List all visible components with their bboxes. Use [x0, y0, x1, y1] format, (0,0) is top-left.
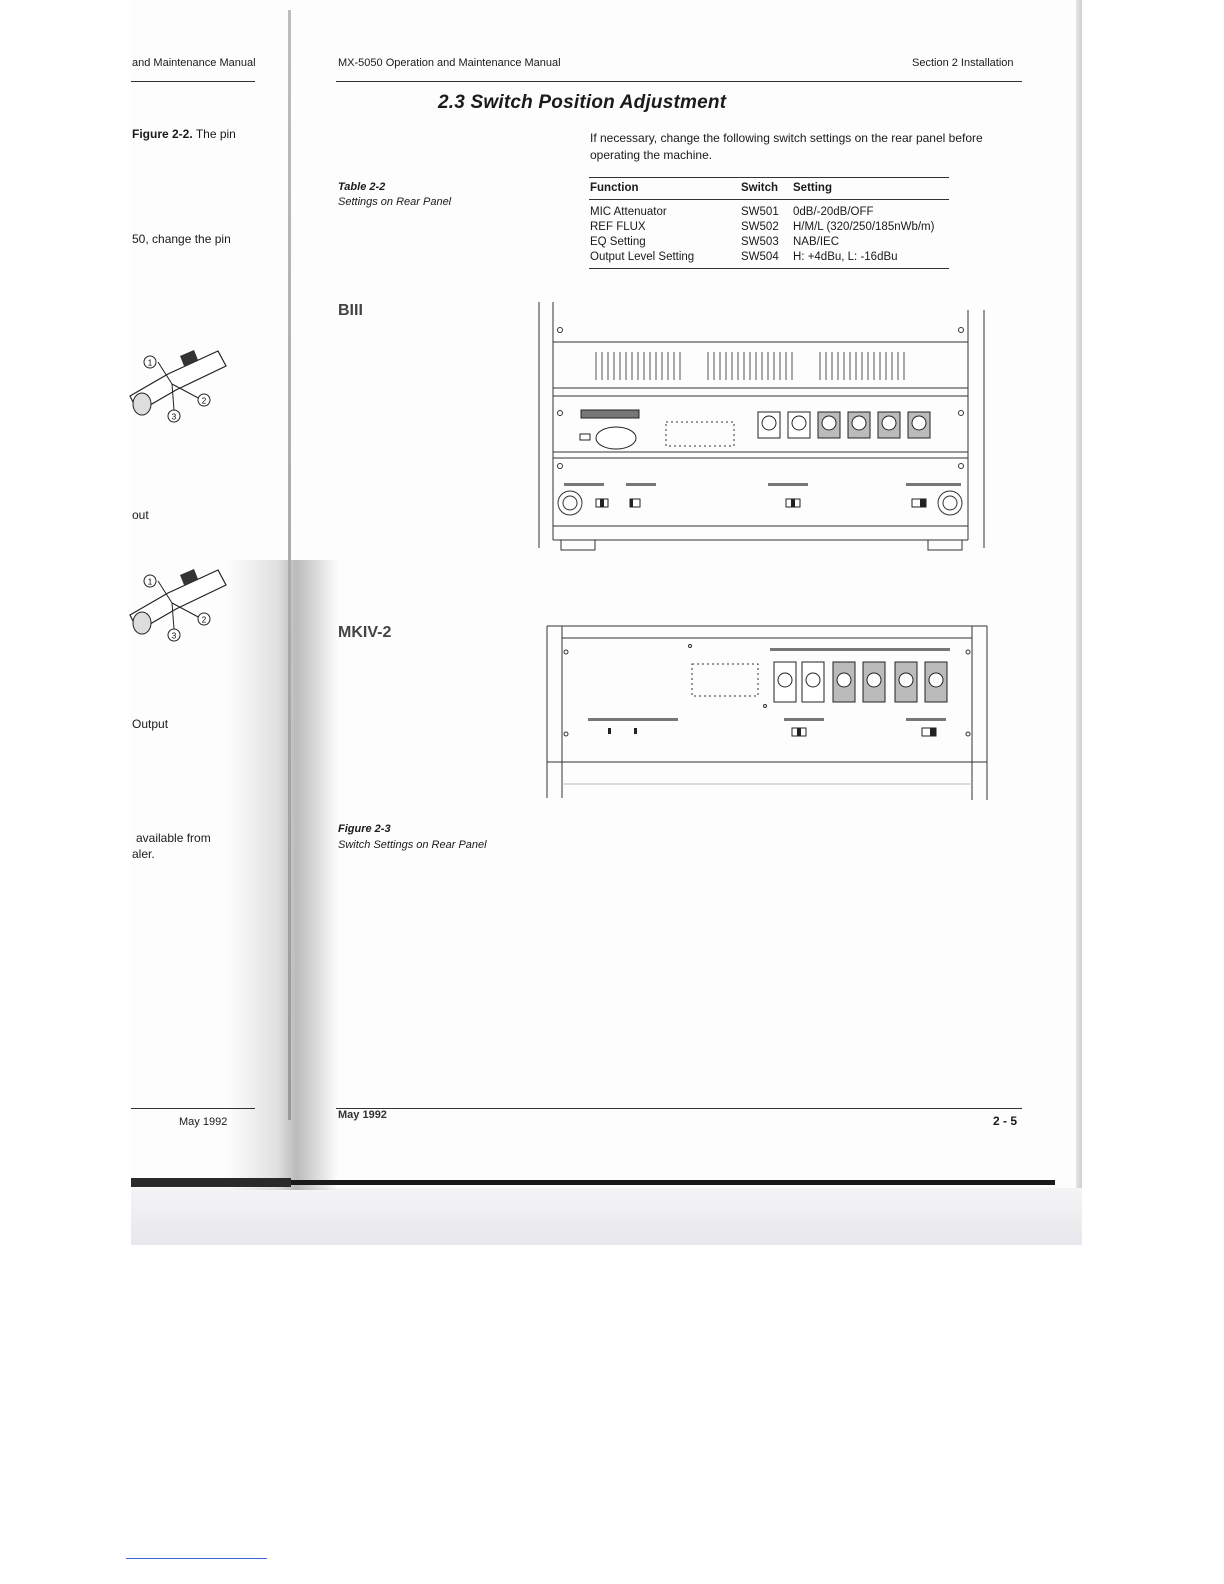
gutter-shadow [228, 560, 338, 1190]
page-number: 2 - 5 [993, 1114, 1018, 1128]
column-header: Switch [741, 182, 779, 194]
header-rule [336, 81, 1022, 82]
biii-rear-panel-diagram [536, 300, 988, 554]
page-bottom-bar-shadow [131, 1178, 291, 1187]
callout-3: 3 [171, 631, 177, 641]
left-text-out: out [132, 508, 149, 522]
column-header: Function [590, 182, 639, 194]
table-cell: SW504 [741, 251, 779, 263]
callout-1: 1 [147, 577, 153, 587]
page-edge [1076, 0, 1082, 1220]
table-cell: H: +4dBu, L: -16dBu [793, 251, 898, 263]
left-text-available: available from [136, 831, 211, 845]
intro-paragraph: If necessary, change the following switch settings on the rear panel before operating the machine. [590, 131, 983, 162]
table-header-row [590, 181, 950, 200]
scan-bottom-band [131, 1188, 1082, 1245]
left-text-change-pin: 50, change the pin [132, 232, 231, 246]
callout-2: 2 [201, 396, 207, 406]
table-header-rule [589, 199, 949, 200]
left-footer-date: May 1992 [179, 1116, 228, 1128]
callout-2: 2 [201, 615, 207, 625]
figure-caption: Switch Settings on Rear Panel [338, 839, 487, 851]
table-cell: MIC Attenuator [590, 206, 667, 218]
left-text-output: Output [132, 717, 169, 731]
mkiv-rear-panel-diagram [544, 624, 990, 804]
header-section: Section 2 Installation [912, 57, 1014, 69]
figure-label: Figure 2-3 [338, 823, 391, 835]
table-cell: H/M/L (320/250/185nWb/m) [793, 221, 935, 233]
table-bottom-rule [589, 268, 949, 269]
table-cell: EQ Setting [590, 236, 646, 248]
table-row [590, 250, 950, 265]
footer-rule [336, 1108, 1022, 1109]
left-header-rule [131, 81, 255, 82]
footer-date: May 1992 [338, 1109, 387, 1121]
model-label-biii: BIII [338, 302, 363, 319]
left-figure-label: Figure 2-2. [132, 127, 193, 141]
table-row [590, 200, 950, 220]
table-cell: Output Level Setting [590, 251, 695, 263]
left-footer-rule [131, 1108, 255, 1109]
left-figure-caption [132, 127, 236, 143]
header-manual-title: MX-5050 Operation and Maintenance Manual [338, 57, 561, 69]
table-caption: Settings on Rear Panel [338, 196, 452, 208]
callout-1: 1 [147, 358, 153, 368]
book-spine [288, 10, 291, 1120]
table-row [590, 235, 950, 250]
connector-illustration-2 [128, 565, 228, 645]
selection-underline [126, 1558, 267, 1559]
callout-3: 3 [171, 412, 177, 422]
table-row [590, 220, 950, 235]
left-figure-caption-text: The pin [195, 127, 236, 141]
model-label-mkiv: MKIV-2 [338, 624, 392, 641]
table-cell: SW501 [741, 206, 779, 218]
table-cell: REF FLUX [590, 221, 646, 233]
left-header-title: and Maintenance Manual [132, 57, 256, 69]
section-title: 2.3 Switch Position Adjustment [438, 92, 727, 113]
table-cell: 0dB/-20dB/OFF [793, 206, 874, 218]
connector-illustration-1 [128, 346, 228, 426]
settings-table [590, 181, 950, 265]
table-cell: SW502 [741, 221, 779, 233]
table-label: Table 2-2 [338, 181, 386, 193]
table-cell: SW503 [741, 236, 779, 248]
table-cell: NAB/IEC [793, 236, 840, 248]
table-top-rule [589, 177, 949, 178]
column-header: Setting [793, 182, 832, 194]
left-text-dealer: aler. [132, 847, 155, 861]
